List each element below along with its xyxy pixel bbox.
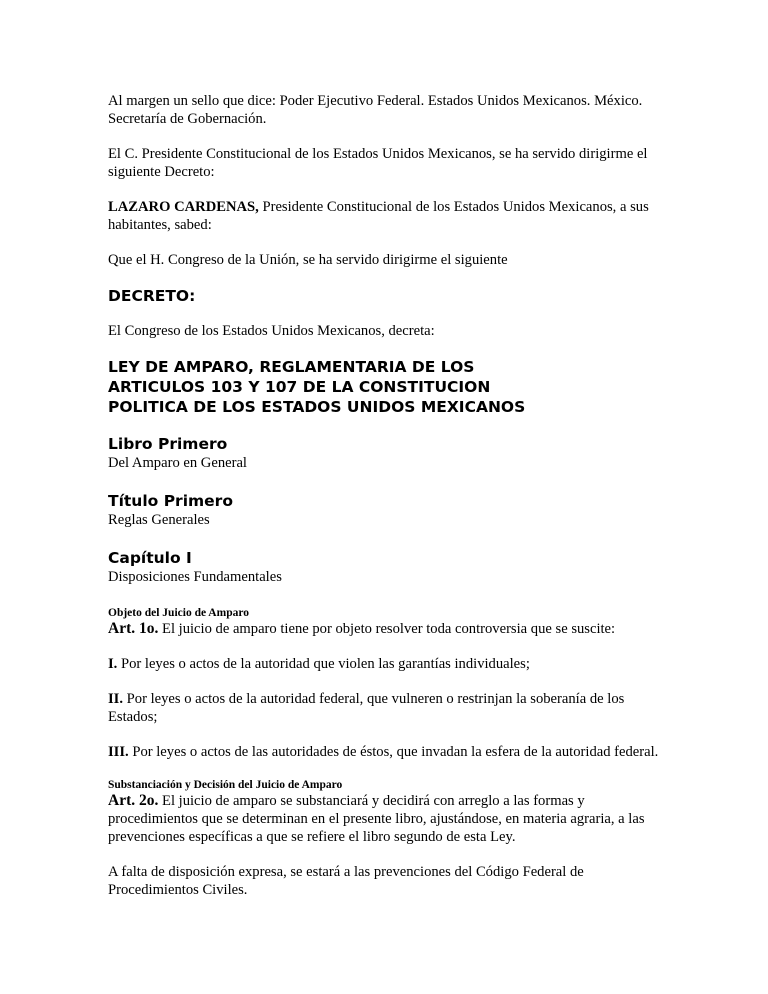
intro-paragraph-seal: Al margen un sello que dice: Poder Ejecutivo Federal. Estados Unidos Mexicanos. México. Secretaría de Gobernación. [108, 93, 643, 127]
law-title: LEY DE AMPARO, REGLAMENTARIA DE LOS ARTICULOS 103 Y 107 DE LA CONSTITUCION POLITICA DE LOS ESTADOS UNIDOS MEXICANOS [108, 358, 526, 416]
cardenas-rest: Presidente Constitucional de los Estados Unidos Mexicanos, a sus habitantes, sabed: [108, 199, 649, 233]
art1-section-heading: Objeto del Juicio de Amparo [108, 607, 249, 619]
art1-paragraph [108, 620, 668, 638]
decreta-paragraph: El Congreso de los Estados Unidos Mexicanos, decreta: [108, 323, 435, 339]
art2-paragraph-2: A falta de disposición expresa, se estará a las prevenciones del Código Federal de Procedimientos Civiles. [108, 864, 584, 898]
capitulo-heading: Capítulo I [108, 549, 192, 567]
art1-item-2-text: Por leyes o actos de la autoridad federal, que vulneren o restrinjan la soberanía de los Estados; [108, 691, 625, 725]
art1-item-2 [108, 690, 668, 726]
capitulo-subtitle: Disposiciones Fundamentales [108, 569, 282, 585]
titulo-heading: Título Primero [108, 492, 233, 510]
art1-item-3-text: Por leyes o actos de las autoridades de éstos, que invadan la esfera de la autoridad federal. [128, 744, 659, 760]
art1-item-1 [108, 655, 668, 673]
art2-text: El juicio de amparo se substanciará y decidirá con arreglo a las formas y procedimientos que se determinan en el presente libro, ajustándose, en materia agraria, a las prevenciones específicas a que se refiere el libro segundo de esta Ley. [108, 793, 645, 845]
libro-subtitle: Del Amparo en General [108, 455, 247, 471]
titulo-subtitle: Reglas Generales [108, 512, 210, 528]
art2-label: Art. 2o. [108, 792, 159, 809]
art1-text: El juicio de amparo tiene por objeto resolver toda controversia que se suscite: [158, 621, 616, 637]
art2-section-heading: Substanciación y Decisión del Juicio de Amparo [108, 779, 343, 791]
intro-paragraph-congress: Que el H. Congreso de la Unión, se ha servido dirigirme el siguiente [108, 252, 508, 268]
art1-item-1-text: Por leyes o actos de la autoridad que violen las garantías individuales; [117, 656, 530, 672]
art1-item-2-num: II. [108, 691, 124, 707]
art1-label: Art. 1o. [108, 620, 159, 637]
art1-item-1-num: I. [108, 656, 118, 672]
art2-paragraph [108, 792, 668, 846]
cardenas-name: LAZARO CARDENAS, [108, 199, 259, 215]
intro-paragraph-president: El C. Presidente Constitucional de los Estados Unidos Mexicanos, se ha servido dirigirme el siguiente Decreto: [108, 146, 648, 180]
document-page [108, 92, 668, 916]
intro-paragraph-cardenas [108, 198, 668, 234]
art1-item-3-num: III. [108, 744, 129, 760]
decreto-heading: DECRETO: [108, 287, 196, 305]
art1-item-3 [108, 743, 668, 761]
libro-heading: Libro Primero [108, 435, 228, 453]
